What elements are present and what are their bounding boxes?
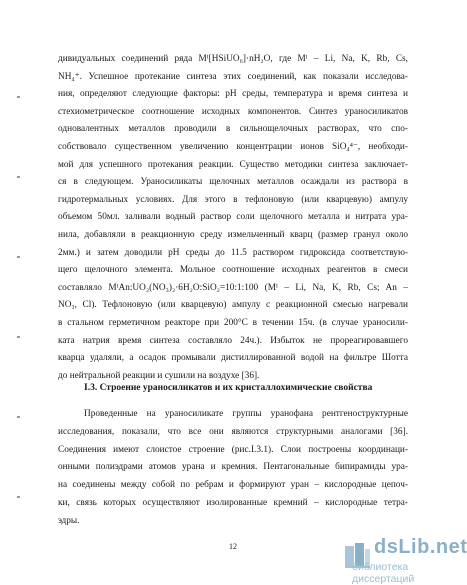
paragraph2-line: ки, связь которых осуществляют изолированные кремний – кислородные тетра- [58, 498, 408, 508]
paragraph1-line: гидротермальных условиях. Для этого в тефлоновую (или кварцевую) ампулу [58, 194, 408, 205]
paragraph2-line: на соединены между собой по ребрам и формируют уран – кислородные цепоч- [58, 480, 408, 491]
paragraph1-line: собствовало существенном увеличению концентрации ионов SiO₄⁴⁻, необходи- [58, 142, 408, 152]
paragraph1-line: щего щелочного элемента. Мольное соотношение исходных реагентов в смеси [58, 265, 408, 276]
paragraph2-line: онными полиэдрами атомов урана и кремния. Пентагональные бипирамиды ура- [58, 462, 408, 473]
margin-mark [17, 96, 20, 98]
margin-mark [17, 416, 20, 418]
paragraph1-line: 2мм.) и затем доводили pH среды до 11.5 раствором гидроксида соответствую- [58, 247, 408, 258]
watermark-subtitle: библиотека диссертаций [352, 561, 415, 585]
paragraph1-line: дивидуальных соединений ряда Mᴵ[HSiUO₆]·nH₂O, где Mᴵ – Li, Na, K, Rb, Cs, [58, 54, 408, 64]
paragraph2-line: Проведенные на ураносиликате группы уранофана рентгеноструктурные [84, 409, 408, 419]
paragraph1-line: объемом 50мл. заливали водный раствор соли щелочного металла и нитрата ура- [58, 212, 408, 223]
paragraph1-line: до нейтральной реакции и сушили на воздухе [36]. [58, 370, 260, 381]
paragraph1-line: NH₄⁺. Успешное протекание синтеза этих соединений, как показали исследова- [58, 71, 408, 82]
margin-mark [17, 176, 20, 178]
paragraph1-line: составляло MᴵAn:UO₂(NO₃)₂·6H₂O:SiO₂=10:1:100 (Mᴵ – Li, Na, K, Rb, Cs; An – [58, 282, 408, 293]
paragraph1-line: кварца удаляли, а осадок промывали дистиллированной водой на фильтре Шотта [58, 353, 408, 364]
margin-mark [17, 496, 20, 498]
page-number: 12 [229, 542, 237, 551]
paragraph1-line: нила, добавляли в реакционную среду измельченный кварц (размер гранул около [58, 230, 408, 240]
paragraph1-line: стехиометрическое соотношение исходных компонентов. Синтез ураносиликатов [58, 106, 408, 117]
paragraph1-line: мой для успешного протекания реакции. Существо методики синтеза заключает- [58, 159, 408, 170]
paragraph1-line: ся в следующем. Ураносиликаты щелочных металлов осаждали из раствора в [58, 177, 408, 188]
margin-mark [17, 256, 20, 258]
paragraph1-line: одновалентных металлов проводили в сильнощелочных растворах, что спо- [58, 124, 408, 135]
paragraph1-line: ния, определяют следующие факторы: pH среды, температура и время синтеза и [58, 89, 408, 100]
paragraph1-line: ката натрия время синтеза составляло 24ч.). Избыток не прореагировавшего [58, 335, 408, 346]
watermark-title[interactable]: dsLib.net [374, 536, 467, 558]
paragraph2-line: исследования, показали, что все они являются структурными аналогами [36]. [58, 426, 408, 437]
section-heading: I.3. Строение ураносиликатов и их кристаллохимические свойства [84, 383, 373, 393]
paragraph2-line: Соединения имеют слоистое строение (рис.I.3.1). Слои построены координаци- [58, 444, 408, 455]
paragraph1-line: NO₃, Cl). Тефлоновую (или кварцевую) ампулу с реакционной смесью нагревали [58, 300, 408, 311]
margin-mark [17, 336, 20, 338]
paragraph1-line: в стальном герметичном реакторе при 200°C в течении 15ч. (в случае ураносили- [58, 318, 408, 328]
paragraph2-line: эдры. [58, 515, 80, 526]
